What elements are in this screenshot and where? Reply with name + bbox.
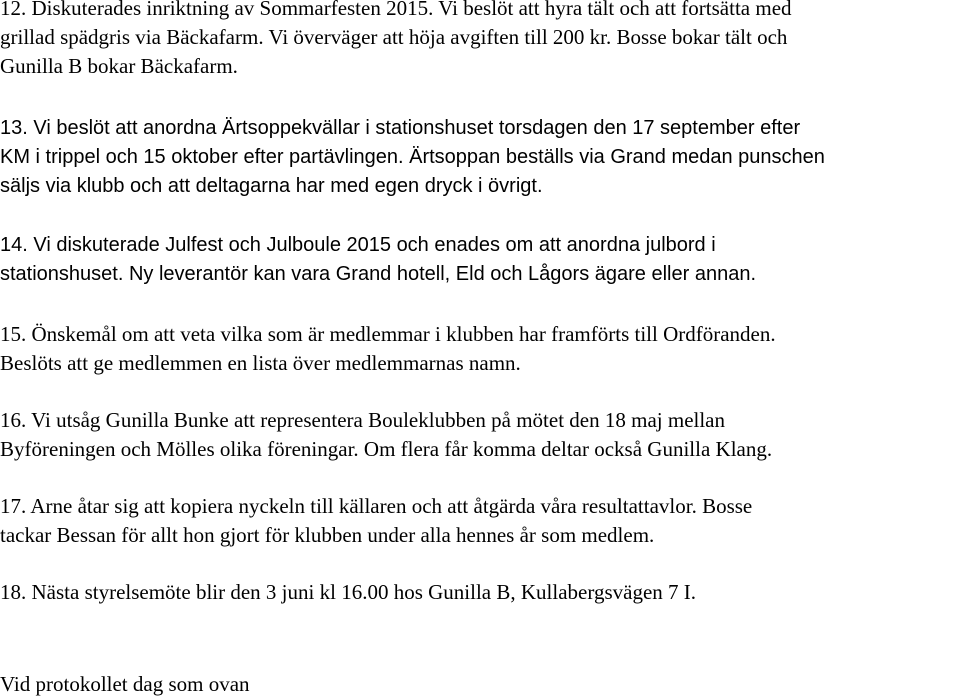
text-line: Gunilla B bokar Bäckafarm. [0,54,238,78]
text-line: 16. Vi utsåg Gunilla Bunke att representera Bouleklubben på mötet den 18 maj mellan [0,408,726,432]
minutes-item-17 [0,492,960,550]
text-line: tackar Bessan för allt hon gjort för klubben under alla hennes år som medlem. [0,523,655,547]
text-line: 13. Vi beslöt att anordna Ärtsoppekvällar i stationshuset torsdagen den 17 september efter [0,117,801,139]
minutes-item-18 [0,578,960,607]
text-line: 12. Diskuterades inriktning av Sommarfesten 2015. Vi beslöt att hyra tält och att fortsätta med [0,0,792,20]
text-line: grillad spädgris via Bäckafarm. Vi överväger att höja avgiften till 200 kr. Bosse bokar tält och [0,25,788,49]
minutes-item-16 [0,406,960,464]
signoff [0,670,960,699]
text-line: 18. Nästa styrelsemöte blir den 3 juni kl 16.00 hos Gunilla B, Kullabergsvägen 7 I. [0,580,697,604]
text-line: 14. Vi diskuterade Julfest och Julboule 2015 och enades om att anordna julbord i [0,234,716,256]
minutes-item-14 [0,231,960,289]
minutes-item-15 [0,320,960,378]
text-line: säljs via klubb och att deltagarna har med egen dryck i övrigt. [0,175,543,197]
signoff-text: Vid protokollet dag som ovan [0,672,250,696]
text-line: 17. Arne åtar sig att kopiera nyckeln till källaren och att åtgärda våra resultattavlor. Bosse [0,494,753,518]
minutes-item-12 [0,0,960,81]
text-line: Byföreningen och Mölles olika föreningar. Om flera får komma deltar också Gunilla Klang. [0,437,773,461]
text-line: 15. Önskemål om att veta vilka som är medlemmar i klubben har framförts till Ordföranden. [0,322,776,346]
minutes-item-13 [0,114,960,201]
text-line: stationshuset. Ny leverantör kan vara Grand hotell, Eld och Lågors ägare eller annan. [0,263,756,285]
text-line: Beslöts att ge medlemmen en lista över medlemmarnas namn. [0,351,521,375]
text-line: KM i trippel och 15 oktober efter partävlingen. Ärtsoppan beställs via Grand medan punschen [0,146,825,168]
